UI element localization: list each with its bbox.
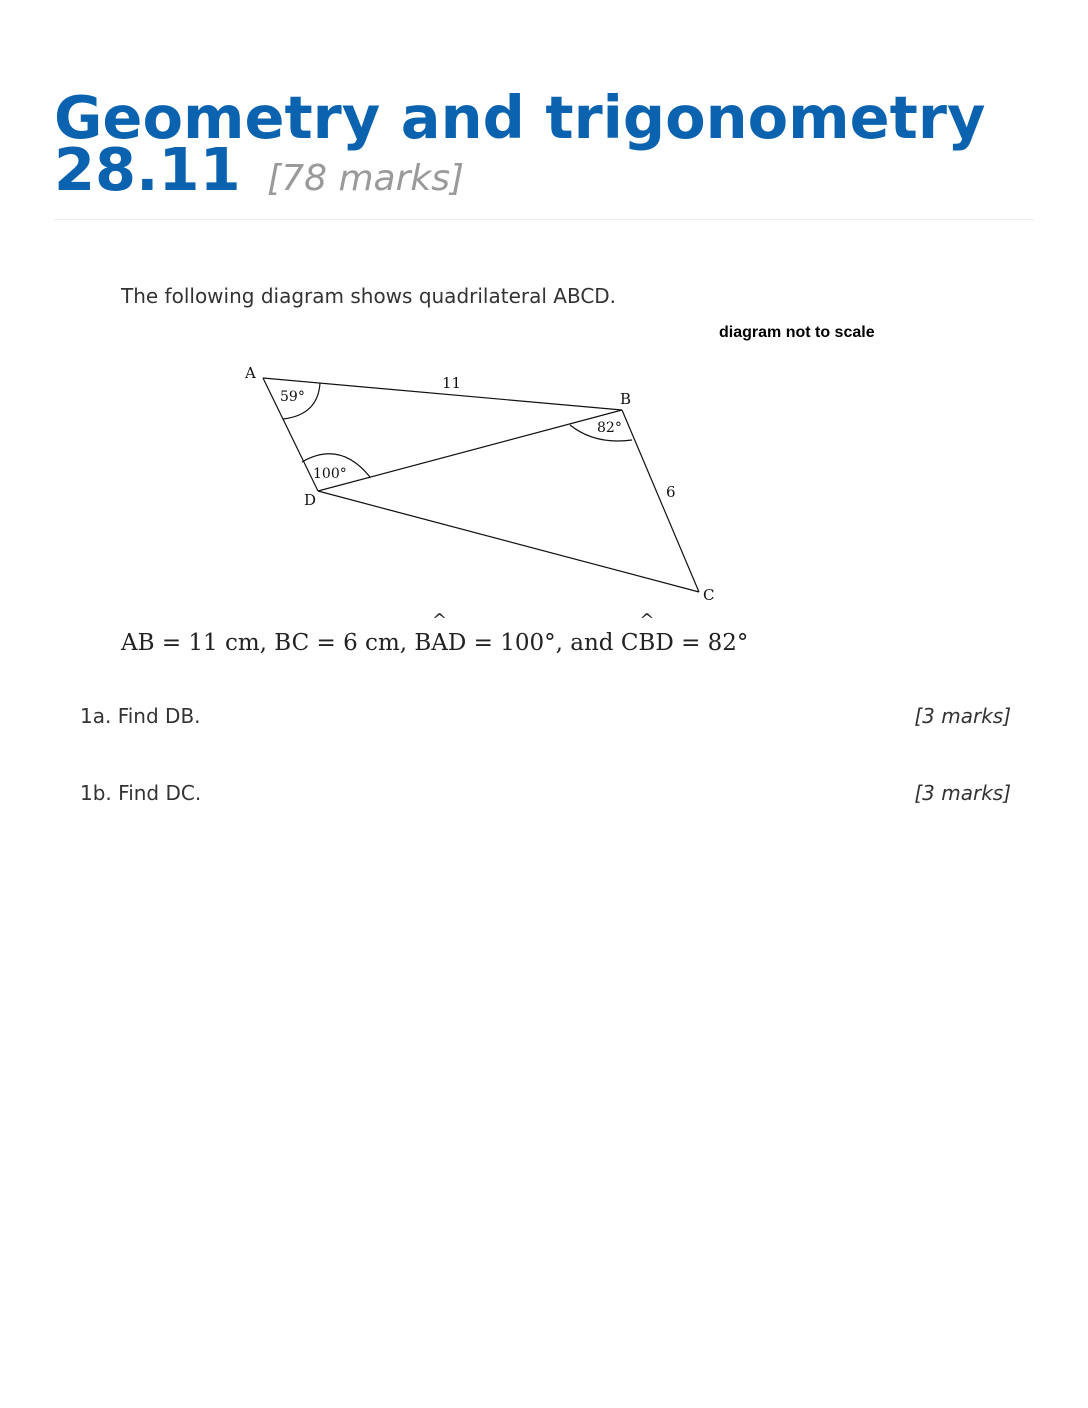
side-cd <box>318 491 699 592</box>
question-1a <box>80 704 1011 728</box>
total-marks: [78 marks] <box>267 158 465 199</box>
vertex-label-c: C <box>703 586 715 604</box>
question-1b <box>80 781 1011 805</box>
question-marks: [3 marks] <box>914 781 1011 805</box>
quadrilateral-diagram <box>0 0 1088 640</box>
formula-part-3: D = 82° <box>655 630 749 656</box>
formula-part-1: AB = 11 cm, BC = 6 cm, B <box>121 630 432 656</box>
vertex-label-a: A <box>245 364 256 382</box>
intro-text: The following diagram shows quadrilateral ABCD. <box>121 284 617 308</box>
question-marks: [3 marks] <box>914 704 1011 728</box>
given-values-formula <box>121 630 748 656</box>
diagram-scale-note: diagram not to scale <box>719 324 875 341</box>
angle-label-a: 59° <box>280 389 305 405</box>
angle-label-b: 82° <box>597 420 622 436</box>
side-bc <box>622 410 699 592</box>
vertex-label-b: B <box>620 390 632 408</box>
angle-vertex-b: ^ B <box>638 630 655 656</box>
question-number: 1a. <box>80 704 112 728</box>
question-number: 1b. <box>80 781 112 805</box>
vertex-label-d: D <box>304 491 317 509</box>
title-text: Geometry and trigonometry 28.11 <box>54 83 986 204</box>
side-label-ab: 11 <box>442 374 462 392</box>
angle-vertex-a: ^ A <box>431 630 448 656</box>
formula-part-2: D = 100°, and C <box>447 630 639 656</box>
side-label-bc: 6 <box>666 483 676 501</box>
question-text: Find DC. <box>118 781 202 805</box>
question-text: Find DB. <box>117 704 201 728</box>
diagonal-db <box>318 410 622 491</box>
angle-label-d: 100° <box>313 466 347 482</box>
